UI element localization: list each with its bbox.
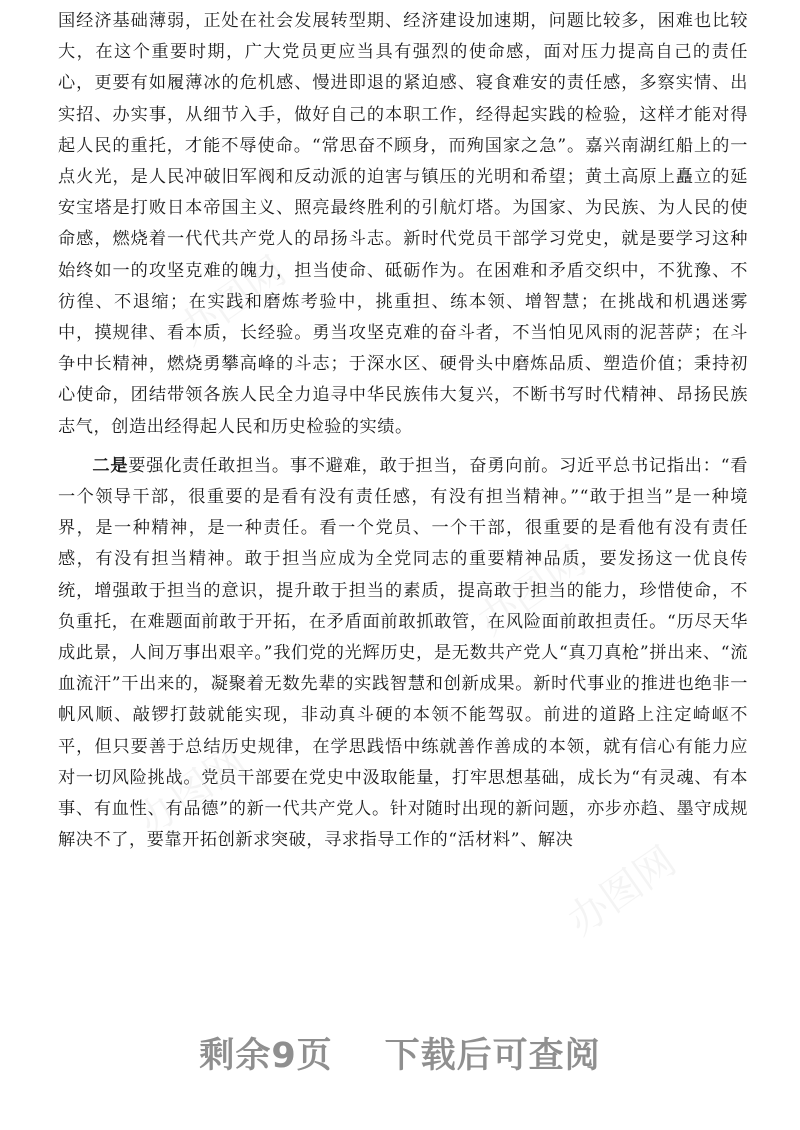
- remaining-pages-label: 剩余9页: [199, 1036, 333, 1076]
- watermark: 办图网: [169, 248, 295, 355]
- paragraph-1: 国经济基础薄弱，正处在社会发展转型期、经济建设加速期，问题比较多，困难也比较大，在这个重要时期，广大党员更应当具有强烈的使命感，面对压力提高自己的责任心，更要有如履薄冰的危机感、慢进即退的紧迫感、寝食难安的责任感，多察实情、出实招、办实事，从细节入手，做好自己的本职工作，经得起实践的检验，这样才能对得起人民的重托，才能不辱使命。“常思奋不顾身，而殉国家之急”。嘉兴南湖红船上的一点火光，是人民冲破旧军阀和反动派的迫害与镇压的光明和希望；黄土高原上矗立的延安宝塔是打败日本帝国主义、照亮最终胜利的引航灯塔。为国家、为民族、为人民的使命感，燃烧着一代代共产党人的昂扬斗志。新时代党员干部学习党史，就是要学习这种始终如一的攻坚克难的魄力，担当使命、砥砺作为。在困难和矛盾交织中，不犹豫、不彷徨、不退缩；在实践和磨炼考验中，挑重担、练本领、增智慧；在挑战和机遇迷雾中，摸规律、看本质，长经验。勇当攻坚克难的奋斗者，不当怕见风雨的泥菩萨；在斗争中长精神，燃烧勇攀高峰的斗志；于深水区、硬骨头中磨炼品质、塑造价值；秉持初心使命，团结带领各族人民全力追寻中华民族伟大复兴，不断书写时代精神、昂扬民族志气，创造出经得起人民和历史检验的实绩。: [58, 11, 748, 437]
- paragraph-2-body: 要强化责任敢担当。事不避难，敢于担当，奋勇向前。习近平总书记指出：“看一个领导干部，很重要的是看有没有责任感，有没有担当精神。”“敢于担当”是一种境界，是一种精神，是一种责任。看一个党员、一个干部，很重要的是看他有没有责任感，有没有担当精神。敢于担当应成为全党同志的重要精神品质，要发扬这一优良传统，增强敢于担当的意识，提升敢于担当的素质，提高敢于担当的能力，珍惜使命，不负重托，在难题面前敢于开拓，在矛盾面前敢抓敢管，在风险面前敢担责任。“历尽天华成此景，人间万事出艰辛。”我们党的光辉历史，是无数共产党人“真刀真枪”拼出来、“流血流汗”干出来的，凝聚着无数先辈的实践智慧和创新成果。新时代事业的推进也绝非一帆风顺、敲锣打鼓就能实现，非动真斗硬的本领不能驾驭。前进的道路上注定崎岖不平，但只要善于总结历史规律，在学思践悟中练就善作善成的本领，就有信心有能力应对一切风险挑战。党员干部要在党史中汲取能量，打牢思想基础，成长为“有灵魂、有本事、有血性、有品德”的新一代共产党人。针对随时出现的新问题，亦步亦趋、墨守成规解决不了，要靠开拓创新求突破，寻求指导工作的“活材料”、解决: [58, 455, 748, 851]
- watermark: 办图网: [129, 738, 255, 845]
- paragraph-2-lead: 二是: [92, 455, 129, 476]
- watermark: 办图网: [469, 538, 595, 645]
- download-prompt-banner[interactable]: [0, 1028, 800, 1078]
- paragraph-2: [58, 451, 748, 857]
- download-to-view-label: 下载后可查阅: [384, 1036, 601, 1076]
- document-body: [58, 6, 748, 856]
- watermark: 办图网: [559, 838, 685, 945]
